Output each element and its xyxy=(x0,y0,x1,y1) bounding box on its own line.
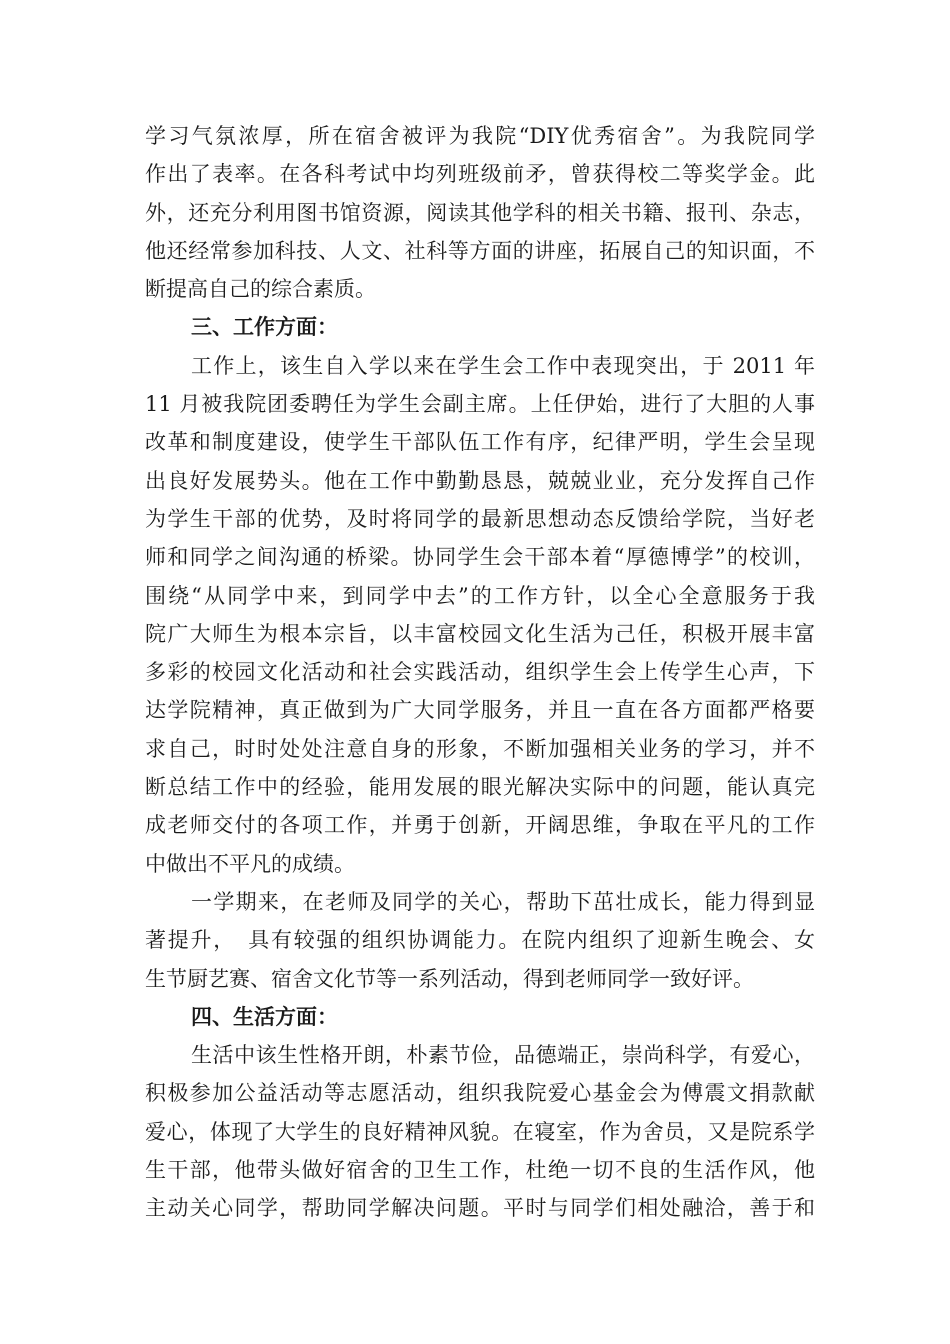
section-heading-work: 三、工作方面： xyxy=(191,314,338,340)
text-line: 学习气氛浓厚，所在宿舍被评为我院“DIY优秀宿舍”。为我院同学 xyxy=(145,124,815,148)
text-line: 成老师交付的各项工作，并勇于创新，开阔思维，争取在平凡的工作 xyxy=(145,813,815,838)
text-line: 积极参加公益活动等志愿活动，组织我院爱心基金会为傅震文捐款献 xyxy=(145,1081,815,1106)
text-line: 师和同学之间沟通的桥梁。协同学生会干部本着“厚德博学”的校训， xyxy=(145,545,815,570)
text-line: 主动关心同学，帮助同学解决问题。平时与同学们相处融洽，善于和 xyxy=(145,1196,815,1221)
text-line: 中做出不平凡的成绩。 xyxy=(145,851,355,876)
document-body xyxy=(145,117,815,1228)
text-line: 生活中该生性格开朗，朴素节俭，品德端正，崇尚科学，有爱心， xyxy=(191,1043,815,1068)
text-line: 出良好发展势头。他在工作中勤勤恳恳，兢兢业业，充分发挥自己作 xyxy=(145,468,815,493)
text-line: 一学期来，在老师及同学的关心，帮助下茁壮成长，能力得到显 xyxy=(191,889,815,914)
text-line: 多彩的校园文化活动和社会实践活动，组织学生会上传学生心声，下 xyxy=(145,660,815,685)
section-heading-life: 四、生活方面： xyxy=(191,1003,338,1029)
text-line: 断提高自己的综合素质。 xyxy=(145,277,376,302)
text-line: 院广大师生为根本宗旨，以丰富校园文化生活为己任，积极开展丰富 xyxy=(145,621,815,646)
text-line: 改革和制度建设，使学生干部队伍工作有序，纪律严明，学生会呈现 xyxy=(145,430,815,455)
text-line: 爱心，体现了大学生的良好精神风貌。在寝室，作为舍员，又是院系学 xyxy=(145,1119,815,1144)
paragraph-study xyxy=(145,117,815,308)
text-line: 工作上，该生自入学以来在学生会工作中表现突出，于 2011 年 xyxy=(191,353,815,378)
text-line: 为学生干部的优势，及时将同学的最新思想动态反馈给学院，当好老 xyxy=(145,506,815,531)
text-line: 达学院精神，真正做到为广大同学服务，并且一直在各方面都严格要 xyxy=(145,698,815,723)
text-line: 断总结工作中的经验，能用发展的眼光解决实际中的问题，能认真完 xyxy=(145,775,815,800)
paragraph-life xyxy=(145,1036,815,1227)
text-line: 围绕“从同学中来，到同学中去”的工作方针，以全心全意服务于我 xyxy=(145,583,815,608)
text-line: 生节厨艺赛、宿舍文化节等一系列活动，得到老师同学一致好评。 xyxy=(145,966,754,991)
text-line: 作出了表率。在各科考试中均列班级前矛，曾获得校二等奖学金。此 xyxy=(145,162,815,187)
paragraph-work xyxy=(145,347,815,883)
text-line: 生干部，他带头做好宿舍的卫生工作，杜绝一切不良的生活作风，他 xyxy=(145,1158,815,1183)
text-line: 求自己，时时处处注意自身的形象，不断加强相关业务的学习，并不 xyxy=(145,736,815,761)
text-line: 外，还充分利用图书馆资源，阅读其他学科的相关书籍、报刊、杂志， xyxy=(145,200,815,225)
text-line: 著提升， 具有较强的组织协调能力。在院内组织了迎新生晚会、女 xyxy=(145,928,815,953)
paragraph-semester xyxy=(145,883,815,998)
text-line: 11 月被我院团委聘任为学生会副主席。上任伊始，进行了大胆的人事 xyxy=(145,392,815,417)
text-line: 他还经常参加科技、人文、社科等方面的讲座，拓展自己的知识面，不 xyxy=(145,238,815,263)
